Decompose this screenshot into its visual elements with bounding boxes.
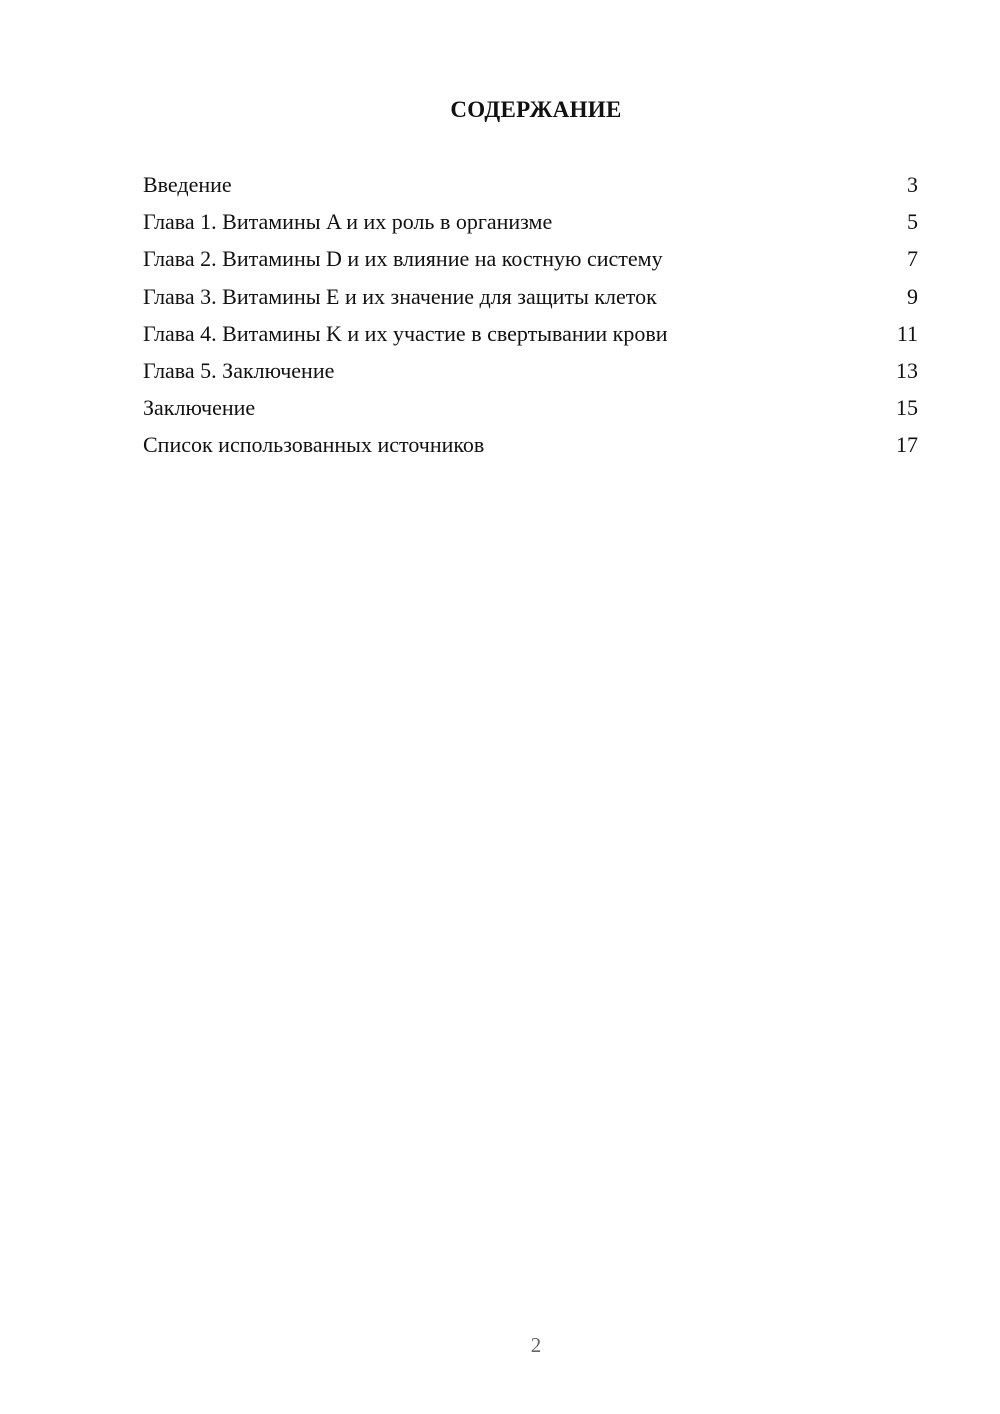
toc-heading: СОДЕРЖАНИЕ (450, 97, 622, 122)
toc-entry-page: 5 (907, 209, 918, 235)
toc-entry-chapter-2 (143, 244, 918, 281)
toc-entry-page: 17 (896, 432, 918, 458)
toc-entry-title: Глава 2. Витамины D и их влияние на костную систему (143, 246, 663, 272)
toc-entry-chapter-4 (143, 319, 918, 356)
toc-entry-title: Глава 4. Витамины K и их участие в свертывании крови (143, 320, 668, 346)
toc-entry-references (143, 430, 918, 467)
toc-entry-page: 13 (896, 357, 918, 383)
toc-entry-page: 15 (896, 395, 918, 421)
toc-entry-page: 3 (907, 172, 918, 197)
toc-entry-page: 11 (896, 320, 918, 346)
page-number: 2 (530, 1333, 542, 1357)
toc-entry-title: Глава 1. Витамины A и их роль в организме (143, 209, 553, 235)
toc-entry-conclusion (143, 393, 918, 430)
toc-entry-title: Глава 3. Витамины E и их значение для защиты клеток (143, 283, 657, 309)
toc-entry-page: 9 (907, 283, 918, 309)
toc-entry-page: 7 (907, 246, 918, 272)
toc-entry-introduction (143, 170, 918, 207)
toc-entry-chapter-5 (143, 356, 918, 393)
toc-entry-title: Глава 5. Заключение (143, 357, 335, 383)
toc-entry-title: Введение (143, 172, 232, 197)
toc-entry-title: Заключение (143, 395, 256, 421)
toc-entry-chapter-3 (143, 282, 918, 319)
toc-entry-chapter-1 (143, 207, 918, 244)
toc-entry-title: Список использованных источников (143, 432, 485, 458)
table-of-contents (143, 170, 918, 468)
